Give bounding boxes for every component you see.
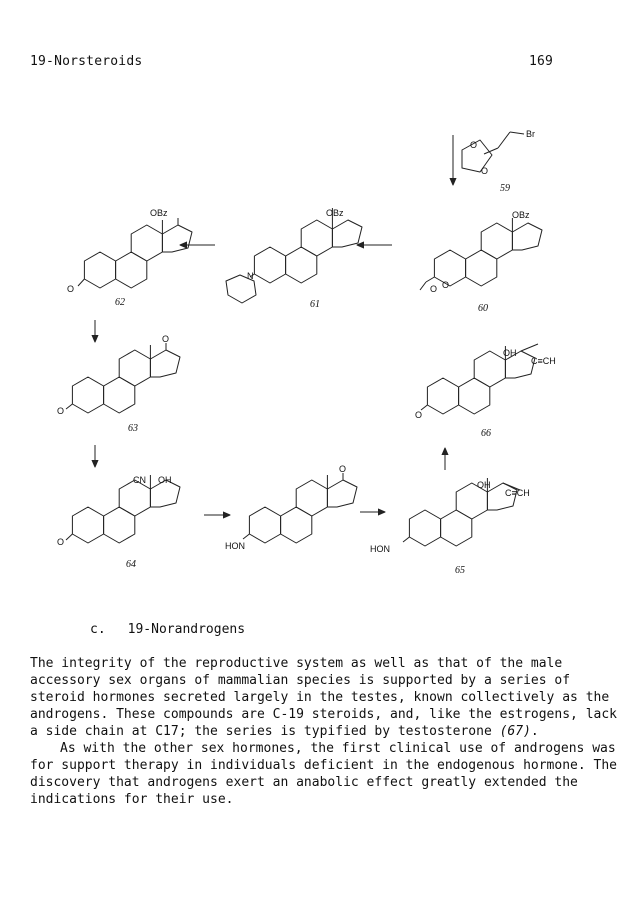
atom-o: O — [442, 280, 450, 290]
compound-66 — [415, 344, 556, 439]
running-title: 19-Norsteroids — [30, 54, 143, 69]
compound-61 — [226, 208, 362, 310]
body-text — [30, 655, 620, 808]
atom-oh: OH — [158, 475, 172, 485]
paragraph-text: . — [530, 724, 539, 739]
section-title: 19-Norandrogens — [127, 622, 246, 637]
atom-o: O — [57, 537, 65, 547]
compound-62 — [67, 208, 192, 308]
page-number: 169 — [529, 54, 554, 69]
compound-label: 65 — [455, 565, 465, 576]
paragraph — [30, 655, 620, 740]
compound-oxime-intermediate — [225, 464, 357, 551]
compound-60 — [420, 210, 542, 314]
compound-65 — [370, 478, 530, 576]
section-heading — [90, 622, 245, 637]
compound-64 — [57, 475, 180, 570]
compound-label: 66 — [481, 428, 491, 439]
atom-oh: OH — [477, 480, 491, 490]
atom-o: O — [430, 284, 438, 294]
compound-label: 64 — [126, 559, 136, 570]
compound-label: 63 — [128, 423, 138, 434]
atom-n: N — [247, 271, 254, 281]
atom-obz: OBz — [512, 210, 530, 220]
compound-label: 59 — [500, 183, 510, 194]
compound-63 — [57, 334, 180, 434]
atom-o: O — [470, 140, 478, 150]
citation: (67) — [499, 724, 531, 739]
compound-label: 61 — [310, 299, 320, 310]
atom-o: O — [481, 166, 489, 176]
section-prefix: c. — [90, 622, 106, 637]
compound-label: 60 — [478, 303, 488, 314]
atom-hon: HON — [370, 544, 390, 554]
atom-ethynyl: C≡CH — [531, 356, 556, 366]
compound-59 — [462, 129, 535, 194]
atom-br: Br — [526, 129, 535, 139]
atom-obz: OBz — [326, 208, 344, 218]
atom-hon: HON — [225, 541, 245, 551]
atom-cn: CN — [133, 475, 146, 485]
atom-ethynyl: C≡CH — [505, 488, 530, 498]
atom-o: O — [162, 334, 170, 344]
atom-o: O — [415, 410, 423, 420]
atom-o: O — [339, 464, 347, 474]
atom-o: O — [67, 284, 75, 294]
compound-label: 62 — [115, 297, 125, 308]
atom-o: O — [57, 406, 65, 416]
paragraph-text: The integrity of the reproductive system as well as that of the male accessory sex organs of mammalian species is supported by a series of steroid hormones secreted largely in the testes, known collectively as the androgens. These compounds are C-19 steroids, and, like the estrogens, lack a side chain at C17; the series is typified by testosterone — [30, 656, 617, 739]
paragraph: As with the other sex hormones, the first clinical use of androgens was for support therapy in individuals deficient in the endogenous hormone. The discovery that androgens exert an anabolic effect greatly extended the indications for their use. — [30, 741, 617, 807]
atom-obz: OBz — [150, 208, 168, 218]
atom-oh: OH — [503, 348, 517, 358]
